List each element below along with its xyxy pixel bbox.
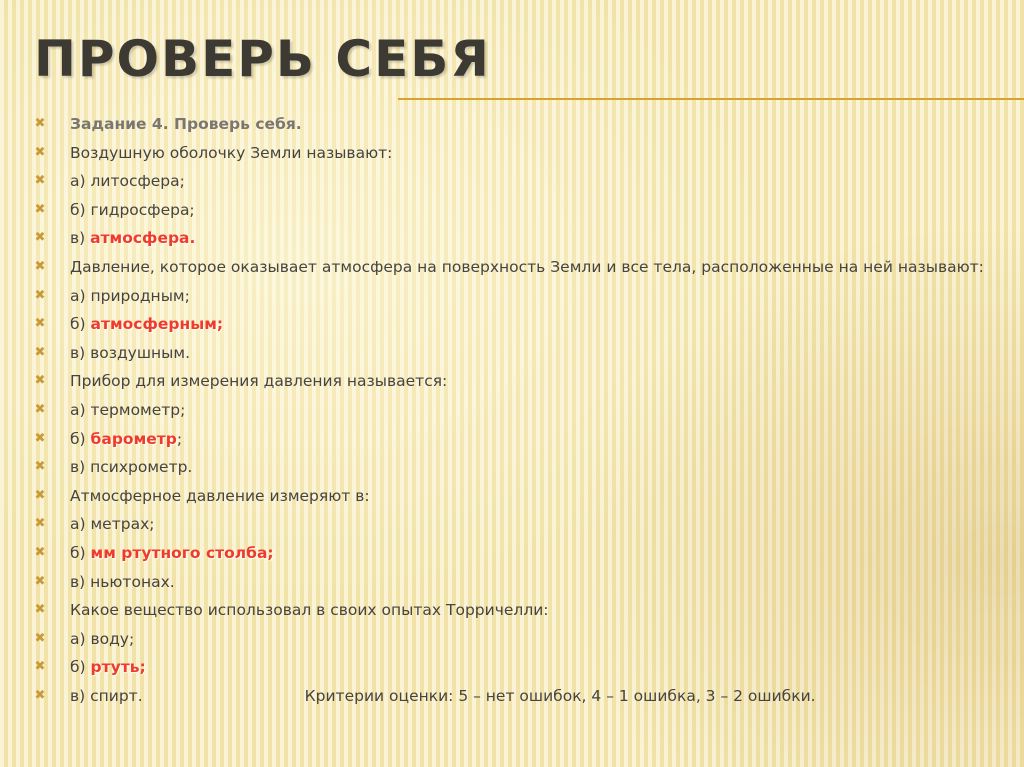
correct-answer: барометр [90, 429, 177, 448]
correct-answer: атмосферным; [90, 315, 224, 334]
x-mark-icon: ✖ [34, 230, 46, 246]
option-text: а) природным; [70, 286, 190, 305]
list-item [32, 653, 992, 682]
option-text: в) спирт. [70, 686, 143, 705]
x-mark-icon: ✖ [34, 459, 46, 475]
x-mark-icon: ✖ [34, 401, 46, 417]
question-text: Прибор для измерения давления называется: [70, 372, 448, 391]
x-mark-icon: ✖ [34, 516, 46, 532]
x-mark-icon: ✖ [34, 687, 46, 703]
list-item [32, 253, 992, 282]
x-mark-icon: ✖ [34, 430, 46, 446]
list-item [32, 510, 992, 539]
option-text: а) литосфера; [70, 172, 185, 191]
list-item [32, 367, 992, 396]
option-prefix: б) [70, 658, 91, 677]
list-item [32, 110, 992, 139]
list-item [32, 539, 992, 568]
x-mark-icon: ✖ [34, 258, 46, 274]
option-prefix: в) [70, 229, 91, 248]
x-mark-icon: ✖ [34, 373, 46, 389]
x-mark-icon: ✖ [34, 630, 46, 646]
option-prefix: б) [70, 429, 91, 448]
correct-answer: атмосфера. [90, 229, 196, 248]
correct-answer: мм ртутного столба; [90, 543, 274, 562]
x-mark-icon: ✖ [34, 316, 46, 332]
option-text: а) термометр; [70, 400, 186, 419]
list-item [32, 396, 992, 425]
grading-criteria: Критерии оценки: 5 – нет ошибок, 4 – 1 ошибка, 3 – 2 ошибки. [304, 686, 816, 705]
list-item [32, 425, 992, 454]
title-divider [398, 98, 1024, 100]
list-item [32, 625, 992, 654]
x-mark-icon: ✖ [34, 116, 46, 131]
x-mark-icon: ✖ [34, 573, 46, 589]
option-text: в) ньютонах. [70, 572, 175, 591]
list-item [32, 682, 992, 711]
option-text: а) метрах; [70, 515, 155, 534]
task-heading: Задание 4. Проверь себя. [70, 115, 302, 133]
list-item [32, 453, 992, 482]
list-item [32, 282, 992, 311]
x-mark-icon: ✖ [34, 544, 46, 560]
x-mark-icon: ✖ [34, 173, 46, 189]
x-mark-icon: ✖ [34, 287, 46, 303]
x-mark-icon: ✖ [34, 487, 46, 503]
x-mark-icon: ✖ [34, 659, 46, 675]
x-mark-icon: ✖ [34, 201, 46, 217]
list-item [32, 339, 992, 368]
option-text: в) психрометр. [70, 458, 193, 477]
x-mark-icon: ✖ [34, 344, 46, 360]
option-suffix: ; [176, 429, 183, 448]
list-item [32, 224, 992, 253]
list-item [32, 310, 992, 339]
option-text: а) воду; [70, 629, 135, 648]
question-text: Атмосферное давление измеряют в: [70, 486, 370, 505]
option-prefix: б) [70, 315, 91, 334]
list-item [32, 568, 992, 597]
correct-answer: ртуть; [90, 658, 146, 677]
slide-title: ПРОВЕРЬ СЕБЯ [34, 30, 491, 88]
list-item [32, 139, 992, 168]
list-item [32, 482, 992, 511]
x-mark-icon: ✖ [34, 602, 46, 618]
question-text: Воздушную оболочку Земли называют: [70, 143, 393, 162]
option-text: б) гидросфера; [70, 200, 195, 219]
question-text: Давление, которое оказывает атмосфера на поверхность Земли и все тела, расположенные на ней называют: [70, 257, 984, 276]
question-list [32, 110, 992, 710]
question-text: Какое вещество использовал в своих опытах Торричелли: [70, 601, 549, 620]
x-mark-icon: ✖ [34, 144, 46, 160]
list-item [32, 196, 992, 225]
option-text: в) воздушным. [70, 343, 191, 362]
list-item [32, 596, 992, 625]
list-item [32, 167, 992, 196]
option-prefix: б) [70, 543, 91, 562]
